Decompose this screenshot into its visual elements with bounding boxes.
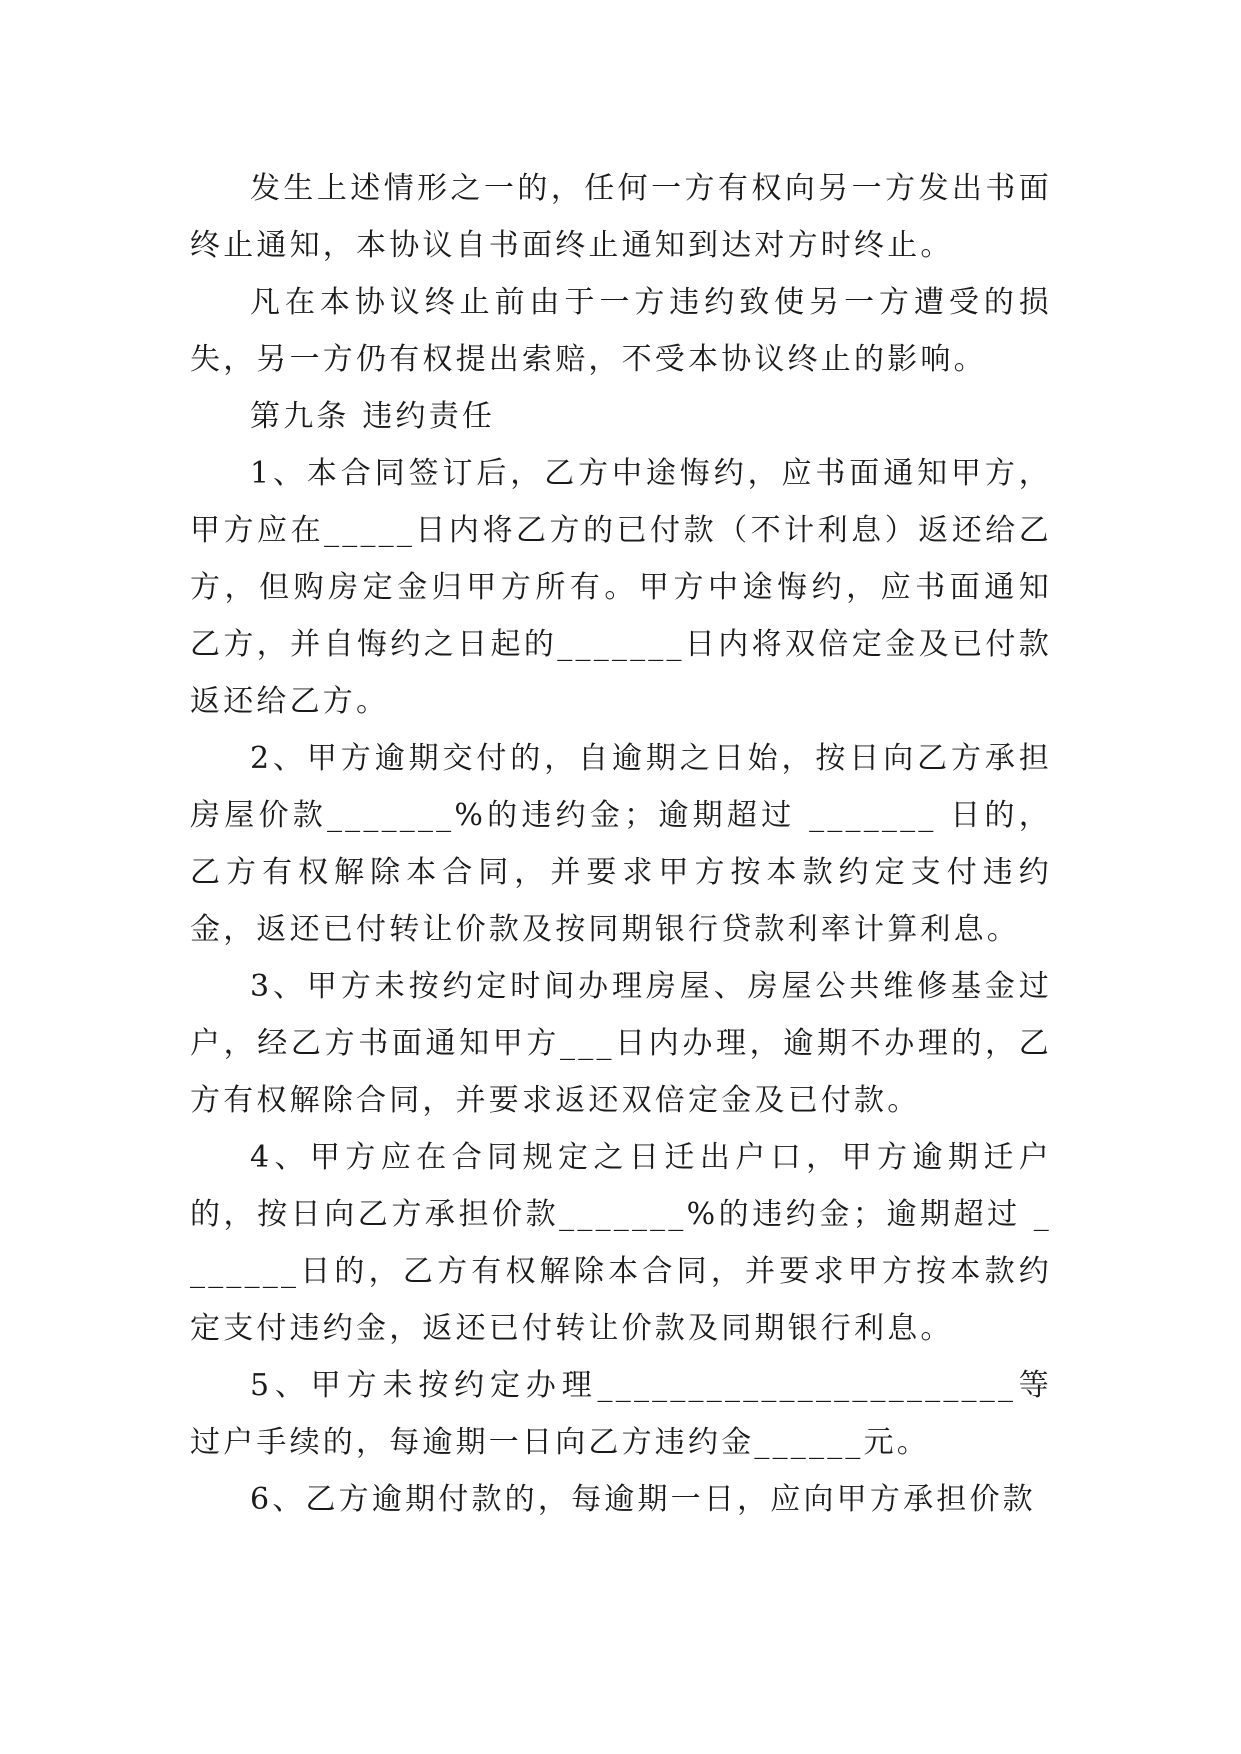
paragraph-termination-notice: 发生上述情形之一的，任何一方有权向另一方发出书面终止通知，本协议自书面终止通知到达对方时终止。 (190, 171, 1052, 263)
document-body (190, 160, 1052, 1528)
paragraph-claim-rights: 凡在本协议终止前由于一方违约致使另一方遭受的损失，另一方仍有权提出索赔，不受本协议终止的影响。 (190, 285, 1052, 377)
clause-5: 5、甲方未按约定办理_______________________等过户手续的，每逾期一日向乙方违约金______元。 (190, 1368, 1052, 1460)
section-heading-article-9: 第九条 违约责任 (250, 399, 496, 434)
clause-2: 2、甲方逾期交付的，自逾期之日始，按日向乙方承担房屋价款_______%的违约金；逾期超过 _______ 日的，乙方有权解除本合同，并要求甲方按本款约定支付违约金，返还已付转让价款及按同期银行贷款利率计算利息。 (190, 741, 1052, 947)
clause-4: 4、甲方应在合同规定之日迁出户口，甲方逾期迁户的，按日向乙方承担价款_______%的违约金；逾期超过 _______日的，乙方有权解除本合同，并要求甲方按本款约定支付违约金，返还已付转让价款及同期银行利息。 (190, 1140, 1052, 1346)
clause-1: 1、本合同签订后，乙方中途悔约，应书面通知甲方，甲方应在_____日内将乙方的已付款（不计利息）返还给乙方，但购房定金归甲方所有。甲方中途悔约，应书面通知乙方，并自悔约之日起的_______日内将双倍定金及已付款返还给乙方。 (190, 456, 1052, 719)
clause-6: 6、乙方逾期付款的，每逾期一日，应向甲方承担价款 (250, 1482, 1036, 1517)
clause-3: 3、甲方未按约定时间办理房屋、房屋公共维修基金过户，经乙方书面通知甲方___日内办理，逾期不办理的，乙方有权解除合同，并要求返还双倍定金及已付款。 (190, 969, 1052, 1118)
